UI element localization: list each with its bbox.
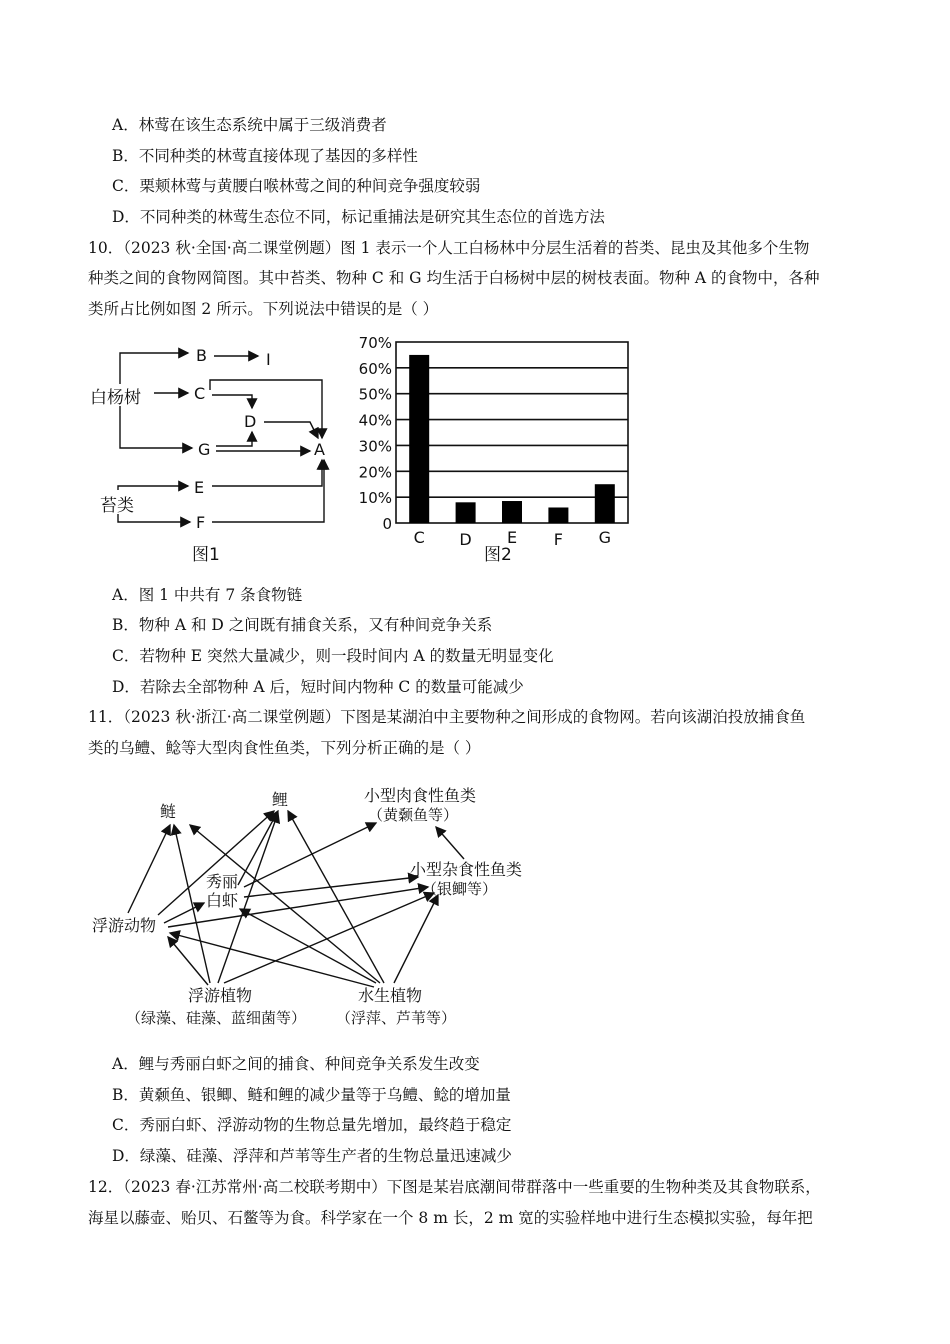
y-tick-label: 60% (358, 359, 392, 378)
node-a: A (314, 440, 325, 459)
q11-option-b: B．黄颡鱼、银鲫、鲢和鲤的减少量等于乌鳢、鲶的增加量 (112, 1086, 511, 1104)
node-g: G (198, 440, 211, 459)
q11-option-a: A．鲤与秀丽白虾之间的捕食、种间竞争关系发生改变 (112, 1055, 480, 1073)
q12-stem-line-2: 海星以藤壶、贻贝、石鳖等为食。科学家在一个 8 m 长，2 m 宽的实验样地中进行生态模拟实验，每年把 (88, 1209, 813, 1227)
q9-option-d: D．不同种类的林莺生态位不同，标记重捕法是研究其生态位的首选方法 (112, 208, 605, 226)
node-moss: 苔类 (100, 496, 134, 516)
y-tick-label: 40% (358, 411, 392, 430)
node-phytoplankton: 浮游植物 (188, 986, 253, 1005)
node-li: 鲤 (272, 790, 289, 809)
q9-option-b: B．不同种类的林莺直接体现了基因的多样性 (112, 147, 418, 165)
q11-option-d: D．绿藻、硅藻、浮萍和芦苇等生产者的生物总量迅速减少 (112, 1147, 512, 1165)
node-zooplankton: 浮游动物 (92, 916, 157, 935)
q11-lake-food-web (88, 775, 558, 1035)
bar-e (502, 501, 522, 523)
q10-stem-line-3: 类所占比例如图 2 所示。下列说法中错误的是（ ） (88, 300, 439, 318)
q10-option-c: C．若物种 E 突然大量减少，则一段时间内 A 的数量无明显变化 (112, 647, 554, 665)
y-tick-label: 30% (358, 437, 392, 456)
node-aquatic-plants-eg: （浮萍、芦苇等） (336, 1009, 457, 1027)
node-i: I (266, 350, 271, 369)
x-tick-label: F (553, 530, 564, 549)
node-shrimp-2: 白虾 (206, 891, 239, 910)
y-tick-label: 0 (382, 515, 392, 533)
fig1-caption: 图1 (192, 545, 220, 565)
node-small-carnivore: 小型肉食性鱼类 (364, 786, 477, 805)
node-poplar: 白杨树 (90, 388, 141, 408)
y-tick-label: 50% (358, 385, 392, 404)
q10-stem-line-1: 10．（2023 秋·全国·高二课堂例题）图 1 表示一个人工白杨林中分层生活着的苔类、昆虫及其他多个生物 (88, 239, 810, 257)
q10-stem-line-2: 种类之间的食物网简图。其中苔类、物种 C 和 G 均生活于白杨树中层的树枝表面。物种 A 的食物中，各种 (88, 269, 820, 287)
node-b: B (196, 346, 207, 365)
q11-stem-line-1: 11．（2023 秋·浙江·高二课堂例题）下图是某湖泊中主要物种之间形成的食物网。若向该湖泊投放捕食鱼 (88, 708, 806, 726)
q10-food-web-figure (88, 338, 348, 570)
x-tick-label: E (506, 528, 518, 547)
q11-option-c: C．秀丽白虾、浮游动物的生物总量先增加，最终趋于稳定 (112, 1116, 512, 1134)
x-tick-label: D (459, 530, 472, 549)
node-shrimp-1: 秀丽 (206, 872, 239, 891)
q12-stem-line-1: 12．（2023 春·江苏常州·高二校联考期中）下图是某岩底潮间带群落中一些重要的生物种类及其食物联系， (88, 1178, 821, 1196)
x-tick-label: C (413, 528, 425, 547)
q11-stem-line-2: 类的乌鳢、鲶等大型肉食性鱼类，下列分析正确的是（ ） (88, 739, 481, 757)
node-e: E (194, 478, 205, 497)
y-tick-label: 70% (358, 334, 392, 352)
chart-frame (396, 342, 628, 523)
fig2-caption: 图2 (484, 545, 512, 565)
q9-option-a: A．林莺在该生态系统中属于三级消费者 (112, 116, 387, 134)
node-small-omnivore-eg: （银鲫等） (422, 880, 498, 898)
node-d: D (244, 412, 257, 431)
y-tick-label: 20% (358, 463, 392, 482)
q10-bar-chart (340, 334, 640, 570)
y-tick-label: 10% (358, 489, 392, 508)
node-f: F (196, 513, 206, 532)
node-lian: 鲢 (160, 802, 177, 821)
node-small-omnivore: 小型杂食性鱼类 (410, 860, 523, 879)
q10-option-d: D．若除去全部物种 A 后，短时间内物种 C 的数量可能减少 (112, 678, 524, 696)
q9-option-c: C．栗颊林莺与黄腰白喉林莺之间的种间竞争强度较弱 (112, 177, 481, 195)
q10-option-b: B．物种 A 和 D 之间既有捕食关系，又有种间竞争关系 (112, 616, 493, 634)
q10-option-a: A．图 1 中共有 7 条食物链 (112, 586, 303, 604)
node-phytoplankton-eg: （绿藻、硅藻、蓝细菌等） (126, 1009, 307, 1027)
bar-c (409, 355, 429, 523)
bar-g (595, 484, 615, 523)
node-aquatic-plants: 水生植物 (358, 986, 423, 1005)
node-small-carnivore-eg: （黄颡鱼等） (368, 806, 459, 824)
bar-d (456, 502, 476, 523)
node-c: C (194, 384, 206, 403)
bar-f (548, 507, 568, 523)
x-tick-label: G (598, 528, 612, 547)
